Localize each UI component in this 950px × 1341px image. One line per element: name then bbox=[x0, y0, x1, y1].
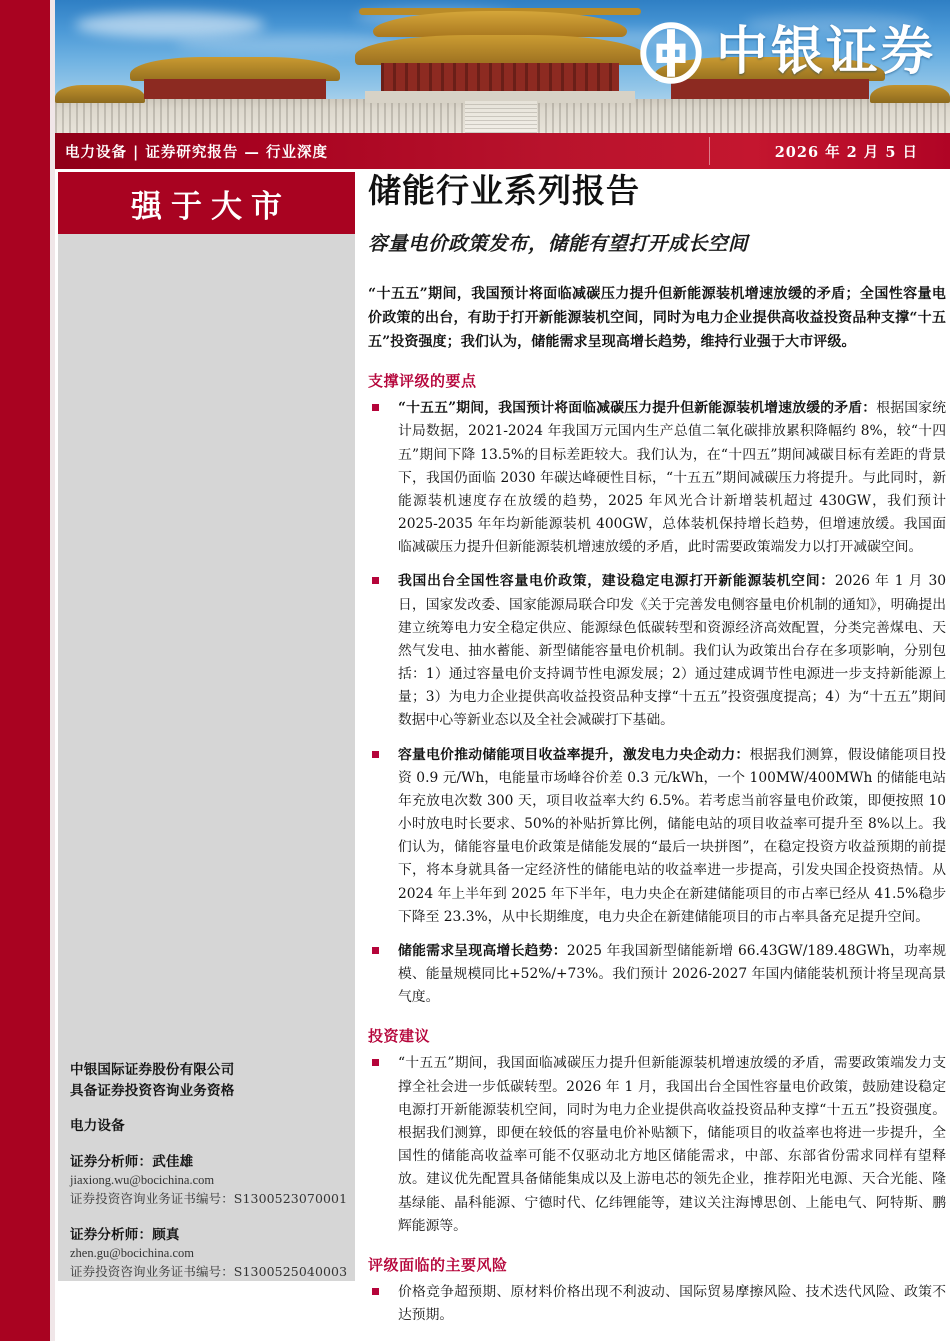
analyst-entry bbox=[70, 1150, 350, 1207]
bullet-lead: 储能需求呈现高增长趋势： bbox=[398, 942, 567, 959]
meta-divider bbox=[709, 137, 710, 165]
analyst-sidebar-content bbox=[70, 1060, 350, 1280]
page-title: 储能行业系列报告 bbox=[368, 171, 640, 210]
lower-roof bbox=[355, 35, 645, 65]
logo-wordmark: 中银证券 bbox=[715, 24, 936, 81]
left-red-spine bbox=[0, 0, 50, 1341]
far-left-pavilion bbox=[55, 85, 145, 103]
section-heading: 投资建议 bbox=[368, 1027, 431, 1046]
meta-breadcrumb: 电力设备 | 证券研究报告 — 行业深度 bbox=[65, 143, 328, 161]
bullet-body: 根据国家统计局数据，2021-2024 年我国万元国内生产总值二氧化碳排放累积降幅约 8%，较“十四五”期间下降 13.5%的目标差距较大。我们认为，在“十四五”期间减碳目标有差距的背景下，我国仍面临 2030 年碳达峰硬性目标，“十五五”期间减碳压力将提升。与此同时，新能源装机速度存在放缓的趋势，2025 年风光合计新增装机超过 430GW，我们预计 2025-2035 年年均新能源装机 400GW，总体装机保持增长趋势，但增速放缓。我国面临减碳压力提升但新能源装机增速放缓的矛盾，此时需要政策端发力以打开减碳空间。 bbox=[398, 400, 947, 556]
list-item bbox=[368, 570, 946, 732]
bullet-body: 2025 年我国新型储能新增 66.43GW/189.48GWh，功率规模、能量规模同比+52%/+73%。我们预计 2026-2027 年国内储能装机预计将呈现高景气度。 bbox=[398, 942, 946, 1006]
firm-name-line1: 中银国际证券股份有限公司 bbox=[70, 1062, 235, 1078]
bullet-body: “十五五”期间，我国面临减碳压力提升但新能源装机增速放缓的矛盾，需要政策端发力支撑全社会进一步低碳转型。2026 年 1 月，我国出台全国性容量电价政策，鼓励建设稳定电源打开新能源装机空间，同时为电力企业提供高收益投资品种支撑“十五五”投资强度。根据我们测算，即便在较低的容量电价补贴额下，储能项目的收益率也将进一步提升，全国性的储能高收益率可能不仅驱动北方地区储能需求，中部、东部省份需求同样有望释放。建议优先配置具备储能集成以及上游电芯的领先企业，推荐阳光电源、天合光能、隆基绿能、晶科能源、宁德时代、亿纬锂能等，建议关注海博思创、上能电气、阿特斯、鹏辉能源等。 bbox=[398, 1055, 946, 1234]
section-bullet-list bbox=[368, 1281, 946, 1327]
far-right-pavilion bbox=[870, 85, 950, 103]
section-bullet-list bbox=[368, 397, 946, 1009]
section-bullet-list bbox=[368, 1052, 946, 1237]
list-item bbox=[368, 1052, 946, 1237]
section-heading: 支撑评级的要点 bbox=[368, 372, 477, 391]
firm-name-line2: 具备证券投资咨询业务资格 bbox=[70, 1082, 235, 1099]
rating-label: 强于大市 bbox=[131, 188, 291, 225]
bullet-body: 2026 年 1 月 30 日，国家发改委、国家能源局联合印发《关于完善发电侧容量电价机制的通知》，明确提出建立统筹电力安全稳定供应、能源绿色低碳转型和资源经济高效配置，分类完善煤电、天然气发电、抽水蓄能、新型储能容量电价机制。我们认为政策出台存在多项影响，分别包括：1）通过容量电价支持调节性电源发展；2）通过建成调节性电源进一步支持新能源上量；3）为电力企业提供高收益投资品种支撑“十五五”投资强度提高；4）为“十五五”期间数据中心等新业态以及全社会减碳打下基础。 bbox=[398, 573, 946, 729]
analyst-entry bbox=[70, 1223, 350, 1280]
bullet-body: 根据我们测算，假设储能项目投资 0.9 元/Wh，电能量市场峰谷价差 0.3 元/kWh，一个 100MW/400MWh 的储能电站年充放电次数 300 天，项目收益率大约 6.5%。若考虑当前容量电价政策，即便按照 10 小时放电时长要求、50%的补贴折算比例，储能电站的项目收益率可提升至 8%以上。我们认为，储能容量电价政策是储能发展的“最后一块拼图”，在稳定投资方收益预期的前提下，将本身就具备一定经济性的储能电站的收益率进一步提高，引发央国企投资热情。从 2024 年上半年到 2025 年下半年，电力央企在新建储能项目的市占率已经从 41.5%稳步下降至 23.3%，从中长期维度，电力央企在新建储能项目的市占率具备充足提升空间。 bbox=[398, 746, 947, 925]
list-item bbox=[368, 744, 946, 929]
bullet-lead: 我国出台全国性容量电价政策，建设稳定电源打开新能源装机空间： bbox=[398, 573, 835, 590]
boc-circle-logo-icon bbox=[638, 20, 704, 86]
hero-photo-banner bbox=[55, 0, 950, 133]
page-subtitle: 容量电价政策发布，储能有望打开成长空间 bbox=[368, 231, 749, 255]
report-date: 2026 年 2 月 5 日 bbox=[774, 143, 918, 161]
bullet-lead: 容量电价推动储能项目收益率提升，激发电力央企动力： bbox=[398, 746, 750, 763]
wing-roof bbox=[130, 57, 340, 81]
hall-body bbox=[381, 63, 619, 93]
analyst-license: 证券投资咨询业务证书编号：S1300523070001 bbox=[70, 1190, 348, 1206]
analyst-name: 证券分析师：武佳雄 bbox=[70, 1153, 194, 1170]
list-item bbox=[368, 940, 946, 1010]
report-meta-bar bbox=[55, 133, 950, 169]
wing-body bbox=[144, 79, 326, 99]
list-item bbox=[368, 1281, 946, 1327]
analyst-sidebar bbox=[58, 234, 355, 1281]
central-stairway bbox=[465, 101, 537, 133]
abstract-paragraph: “十五五”期间，我国预计将面临减碳压力提升但新能源装机增速放缓的矛盾；全国性容量电价政策的出台，有助于打开新能源装机空间，同时为电力企业提供高收益投资品种支撑“十五五”投资强度；我们认为，储能需求呈现高增长趋势，维持行业强于大市评级。 bbox=[368, 285, 946, 351]
list-item bbox=[368, 397, 946, 559]
rating-badge bbox=[58, 172, 355, 234]
boc-securities-logo bbox=[638, 20, 936, 86]
spine-divider bbox=[50, 0, 55, 1341]
main-content-column bbox=[368, 172, 946, 1338]
analyst-email[interactable]: zhen.gu@bocichina.com bbox=[70, 1245, 194, 1260]
cloud-shape bbox=[75, 12, 265, 38]
bullet-lead: “十五五”期间，我国预计将面临减碳压力提升但新能源装机增速放缓的矛盾： bbox=[398, 400, 877, 417]
analyst-license: 证券投资咨询业务证书编号：S1300525040003 bbox=[70, 1263, 348, 1279]
analyst-email[interactable]: jiaxiong.wu@bocichina.com bbox=[70, 1172, 215, 1187]
section-heading: 评级面临的主要风险 bbox=[368, 1255, 508, 1274]
sector-label: 电力设备 bbox=[70, 1117, 125, 1134]
bullet-body: 价格竞争超预期、原材料价格出现不利波动、国际贸易摩擦风险、技术迭代风险、政策不达预期。 bbox=[398, 1283, 946, 1324]
analyst-name: 证券分析师：顾真 bbox=[70, 1226, 180, 1243]
